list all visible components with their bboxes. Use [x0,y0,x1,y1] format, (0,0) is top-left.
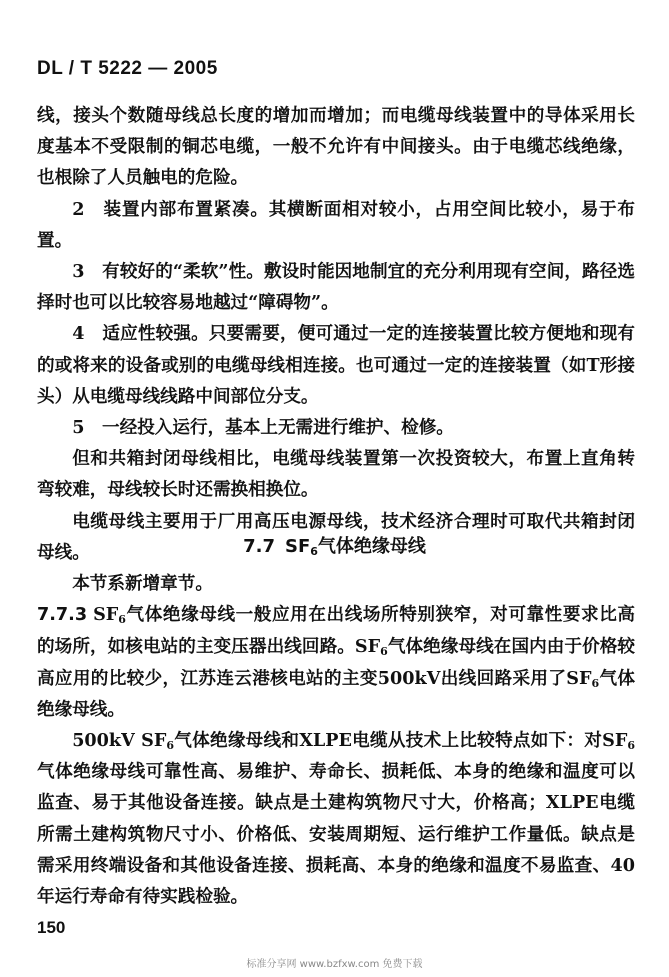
subscript-six: 6 [166,739,174,753]
comparison-text-part: 气体绝缘母线和XLPE电缆从技术上比较特点如下：对SF [174,730,628,752]
text-block-sf6-bus [37,568,635,912]
paragraph-continuation: 线，接头个数随母线总长度的增加而增加；而电缆母线装置中的导体采用长度基本不受限制的铜芯电缆，一般不允许有中间接头。由于电缆芯线绝缘，也根除了人员触电的危险。 [37,105,635,189]
section-heading [0,532,669,558]
paragraph-item-5: 5 一经投入运行，基本上无需进行维护、检修。 [72,417,454,439]
section-number: 7.7 [243,536,275,557]
subscript-six: 6 [591,676,600,690]
clause-text-part: 气体绝缘母线。 [37,667,635,720]
comparison-text-part: 500kV SF [72,730,167,752]
comparison-text-part: 气体绝缘母线可靠性高、易维护、寿命长、损耗低、本身的绝缘和温度可以监查、易于其他设备连接。缺点是土建构筑物尺寸大，价格高；XLPE电缆所需土建构筑物尺寸小、价格低、安装周期短、运行维护工作量低。缺点是需采用终端设备和其他设备连接、损耗高、本身的绝缘和温度不易监查、40年运行寿命有待实践检验。 [37,761,635,908]
text-block-cable-bus [37,100,635,568]
clause-text-part: 气体绝缘母线在国内由于价格较高应用的比较少，江苏连云港核电站的主变500kV出线回路采用了SF [37,636,635,689]
paragraph-item-2: 2 装置内部布置紧凑。其横断面相对较小，占用空间比较小，易于布置。 [37,198,635,251]
subscript-six: 6 [118,613,126,627]
paragraph-item-3: 3 有较好的“柔软”性。敷设时能因地制宜的充分利用现有空间，路径选择时也可以比较容易地越过“障碍物”。 [37,261,635,314]
clause-text-part: SF [93,604,119,626]
page-number: 150 [37,918,66,937]
watermark-text: 标准分享网 www.bzfxw.com 免费下载 [246,959,423,970]
subscript-six: 6 [380,645,388,659]
section-title-subscript: 6 [310,545,318,558]
section-title-prefix: SF [284,536,311,557]
paragraph-clause-7-7-3 [37,599,635,725]
paragraph-application: 电缆母线主要用于厂用高压电源母线，技术经济合理时可取代共箱封闭母线。 [37,510,635,563]
clause-number: 7.7.3 [37,605,88,626]
subscript-six: 6 [627,739,635,753]
standard-code-header: DL / T 5222 — 2005 [37,58,218,79]
paragraph-comparison: 但和共箱封闭母线相比，电缆母线装置第一次投资较大，布置上直角转弯较难，母线较长时还需换相换位。 [37,448,635,501]
paragraph-new-section-note: 本节系新增章节。 [72,573,213,594]
paragraph-sf6-xlpe-comparison [37,725,635,912]
section-title-text: 气体绝缘母线 [317,536,426,557]
paragraph-item-4: 4 适应性较强。只要需要，便可通过一定的连接装置比较方便地和现有的或将来的设备或别的电缆母线相连接。也可通过一定的连接装置（如T形接头）从电缆母线线路中间部位分支。 [37,323,635,407]
clause-text-part: 气体绝缘母线一般应用在出线场所特别狭窄，对可靠性要求比高的场所，如核电站的主变压器出线回路。SF [37,604,635,658]
